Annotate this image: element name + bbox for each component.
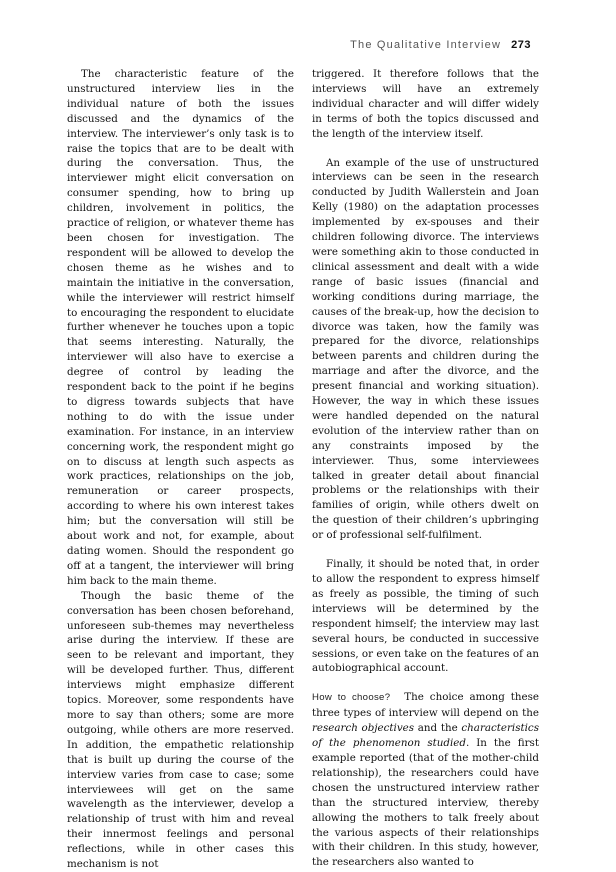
text-segment: The choice among these three types of interview will depend on the bbox=[312, 691, 539, 720]
paragraph-wallerstein-kelly-example: An example of the use of unstructured interviews can be seen in the research conducted by Judith Wallerstein and Joan Kelly (1980) on the adaptation processes implemented by ex-spouses and their children following divorce. The interviews were something akin to those conducted in clinical assessment and dealt with a wide range of basic issues (financial and working conditions during marriage, the causes of the break-up, how the decision to divorce was taken, how the family was prepared for the divorce, relationships between parents and children during the marriage and after the divorce, and the present financial and working situation). However, the way in which these issues were handled depended on the natural evolution of the interview rather than on any constraints imposed by the interviewer. Thus, some interviewees talked in greater detail about financial problems or the relationships with their families of origin, while others dwelt on the question of their children’s upbringing or of professional self-fulfilment. bbox=[312, 156, 539, 542]
paragraph-timing: Finally, it should be noted that, in order to allow the respondent to express himself as freely as possible, the timing of such interviews will be determined by the respondent himself; the interview may last several hours, be conducted in successive sessions, or even take on the features of an autobiographical account. bbox=[312, 558, 539, 675]
paragraph-unstructured-interview: The characteristic feature of the unstructured interview lies in the individual nature of both the issues discussed and the dynamics of the interview. The interviewer’s only task is to raise the topics that are to be dealt with during the conversation. Thus, the interviewer might elicit conversation on consumer spending, how to bring up children, involvement in politics, the practice of religion, or whatever theme has been chosen for investigation. The respondent will be allowed to develop the chosen theme as he wishes and to maintain the initiative in the conversation, while the interviewer will restrict himself to encouraging the respondent to elucidate further whenever he touches upon a topic that seems interesting. Naturally, the interviewer will also have to exercise a degree of control by leading the respondent back to the point if he begins to digress towards subjects that have nothing to do with the issue under examination. For instance, in an interview concerning work, the respondent might go on to discuss at length such aspects as work practices, relationships on the job, remuneration or career prospects, according to where his own interest takes him; but the conversation will still be about work and not, for example, about dating women. Should the respondent go off at a tangent, the interviewer will bring him back to the main theme. bbox=[67, 68, 294, 587]
running-head bbox=[300, 39, 531, 51]
emphasis-research-objectives: research objectives bbox=[312, 722, 415, 735]
paragraph-continuation: triggered. It therefore follows that the interviews will have an extremely individual character and will differ widely in terms of both the topics discussed and the length of the interview itself. bbox=[312, 68, 539, 140]
emphasis-phenomenon-characteristics: characteristics of the phenomenon studied bbox=[312, 722, 539, 750]
text-segment: and the bbox=[417, 722, 458, 735]
right-column bbox=[312, 67, 539, 870]
paragraph-sub-themes: Though the basic theme of the conversation has been chosen beforehand, unforeseen sub-themes may nevertheless arise during the interview. If these are seen to be relevant and important, they will be developed further. Thus, different interviews might emphasize different topics. Moreover, some respondents have more to say than others; some are more outgoing, while others are more reserved. In addition, the empathetic relationship that is built up during the course of the interview varies from case to case; some interviewees will get on the same wavelength as the interviewer, develop a relationship of trust with him and reveal their innermost feelings and personal reflections, while in other cases this mechanism is not bbox=[67, 589, 294, 871]
page-number: 273 bbox=[511, 39, 531, 51]
text-segment: . In the first example reported (that of the mother-child relationship), the researchers could have chosen the unstructured interview rather than the structured interview, thereby allowing the mothers to talk freely about the various aspects of their relationships with their children. In this study, however, the researchers also wanted to bbox=[312, 737, 539, 869]
paragraph-how-to-choose bbox=[312, 690, 539, 870]
left-column bbox=[67, 67, 294, 872]
running-head-title: The Qualitative Interview bbox=[350, 39, 502, 51]
section-heading-how-to-choose: How to choose? bbox=[312, 692, 391, 704]
